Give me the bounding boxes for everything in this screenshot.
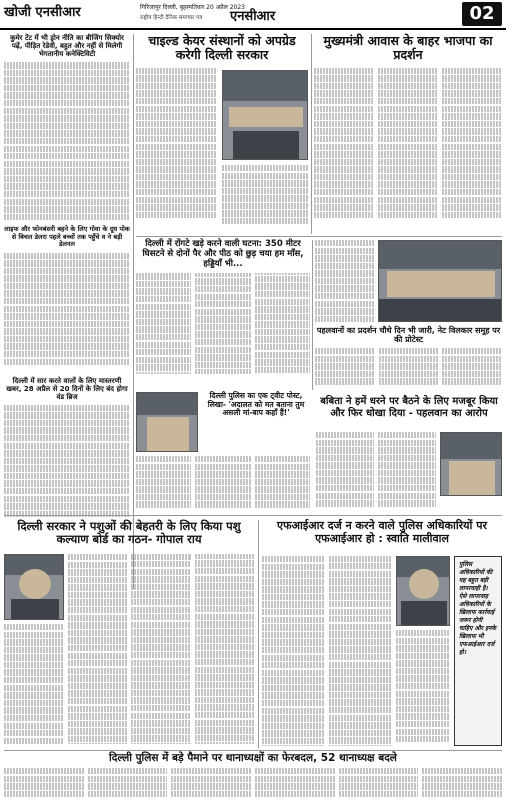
masthead <box>0 0 506 30</box>
section-divider <box>136 236 502 237</box>
left-headline-2: लाइफ और फोनबंसरी बहने के लिए गोवा के दूध पोक से बिचल डेलरा पहले बच्चों तक पहुँचे व ने बड़ी डेलनल <box>4 225 130 249</box>
fir-body <box>262 556 392 746</box>
fir-body-2 <box>396 630 450 746</box>
column-divider <box>312 240 313 390</box>
accident-headline: दिल्ली में रोंगटे खड़े करने वाली घटना: 350 मीटर घिसटने से दोनों पैर और पीठ को छुड़ चया हम माँस, हड्डियाँ भी... <box>142 239 304 269</box>
babita-body <box>316 432 436 512</box>
protest-body <box>314 68 502 228</box>
paper-name: खोजी एनसीआर <box>4 5 81 20</box>
column-divider <box>133 34 134 589</box>
maliwal-photo <box>396 556 450 626</box>
police-tweet-headline: दिल्ली पुलिस का एक ट्वीट पोस्ट, लिखा- 'अदालत को मत बताना तुम असली मां-बाप कहाँ हैं!' <box>207 391 305 418</box>
column-divider <box>258 520 259 748</box>
wrestlers-photo <box>378 240 502 322</box>
fir-headline: एफआईआर दर्ज न करने वाले पुलिस अधिकारियों पर एफआईआर हो : स्वाति मालीवाल <box>277 519 487 545</box>
masthead-subline: राष्ट्रीय हिन्दी दैनिक समाचार पत्र <box>140 15 203 21</box>
animal-welfare-headline: दिल्ली सरकार ने पशुओं की बेहतरी के लिए किया पशु कल्याण बोर्ड का गठन- गोपाल राय <box>17 519 241 547</box>
accident-story <box>136 240 310 390</box>
section-divider <box>4 750 502 751</box>
pull-quote <box>454 556 502 746</box>
babita-photo <box>440 432 502 496</box>
meeting-photo <box>222 70 308 160</box>
wrestlers-headline: पहलवानों का प्रदर्शन चौथे दिन भी जारी, नेट विलकार समूह पर की प्रोटेस्ट <box>316 326 501 345</box>
animal-welfare-body-2 <box>4 624 64 744</box>
column-divider <box>311 34 312 234</box>
left-body-3 <box>4 405 130 525</box>
date-line: गिरिजापुर दिल्ली, बृहस्पतिवार 20 अप्रैल 2023 <box>140 4 245 11</box>
animal-welfare-body <box>68 554 254 744</box>
childcare-body <box>136 68 216 233</box>
police-tweet-body <box>136 456 310 511</box>
left-body-1 <box>4 62 130 222</box>
transfer-headline: दिल्ली पुलिस में बड़े पैमाने पर थानाध्यक्षों का फेरबदल, 52 थानाध्यक्ष बदले <box>109 752 397 764</box>
minister-photo <box>4 554 64 620</box>
transfer-body <box>4 768 502 798</box>
wrestlers-body <box>315 348 502 390</box>
police-photo <box>136 392 198 452</box>
section-divider <box>4 515 502 516</box>
page-number: 02 <box>462 2 502 26</box>
left-headline-1: कुमेर टेंट में भी ड्रोन नीति का बीजिंग सिक्योर पढ़ें, पीड़ित रेडेवी, बहुत और नहीं से मिलेगी भेगतानीय कनेक्टिविटी <box>10 34 124 59</box>
protest-headline: मुख्यमंत्री आवास के बाहर भाजपा का प्रदर्शन <box>323 33 493 63</box>
left-body-2 <box>4 253 130 373</box>
childcare-body-2 <box>222 165 308 225</box>
accident-body <box>136 273 310 383</box>
section-title: एनसीआर <box>230 9 276 24</box>
wrestlers-body-left <box>315 240 375 322</box>
left-headline-3: दिल्ली में सार करते वालों के लिए मास्तरणी खबर, 28 अप्रैल से 20 दिनों के लिए बंद होगा वंड ब्रिज <box>6 376 128 401</box>
left-column <box>4 34 130 594</box>
childcare-headline: चाइल्ड केयर संस्थानों को अपग्रेड करेगी दिल्ली सरकार <box>148 33 296 63</box>
right-top-story <box>314 34 502 234</box>
pull-quote-text: पुलिस अधिकारियों की यह बहुत बड़ी लापरवाही है। ऐसे लापरवाह अधिकारियों के खिलाफ कार्रवाई जरूर होनी चाहिए और इनके खिलाफ भी एफआईआर दर्ज हो। <box>459 561 497 656</box>
babita-headline: बबिता ने हमें धरने पर बैठने के लिए मजबूर किया और फिर धोखा दिया - पहलवान का आरोप <box>320 396 498 419</box>
